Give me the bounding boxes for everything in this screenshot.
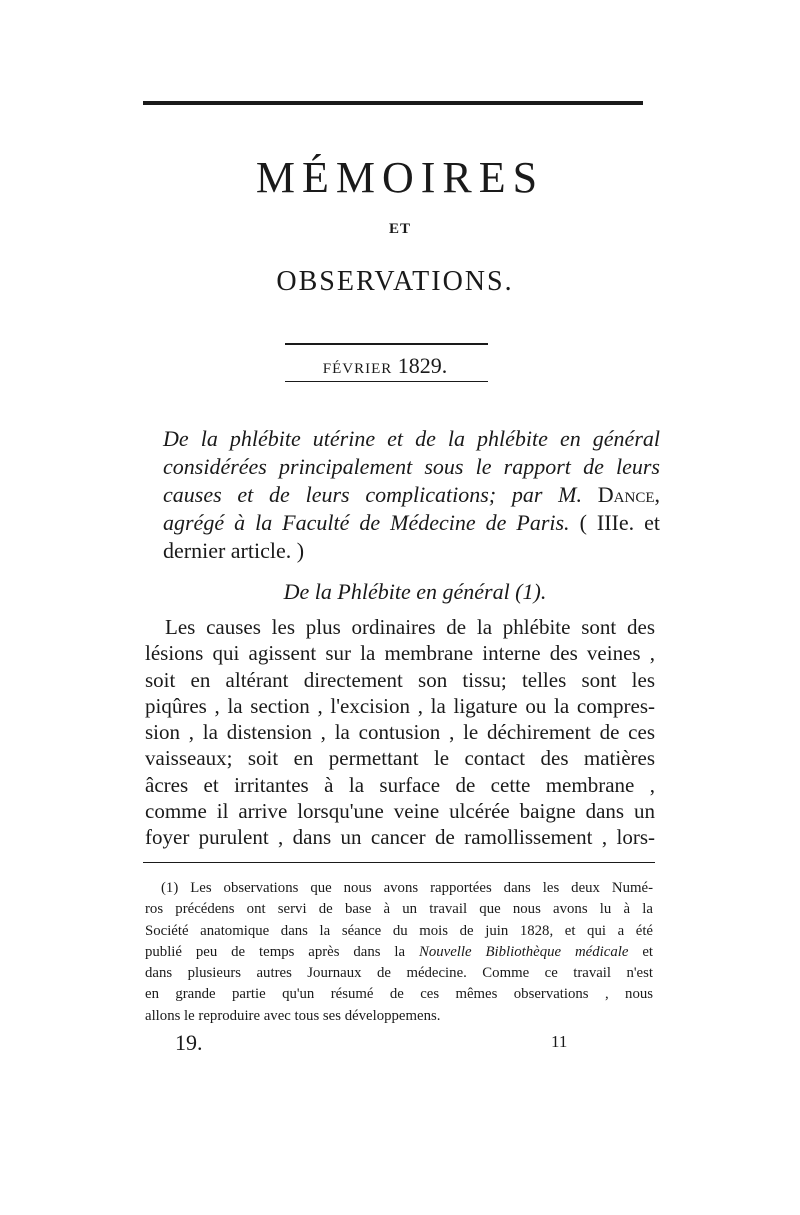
article-heading: [145, 425, 660, 565]
body-line: Les causes les plus ordinaires de la phlébite sont des: [165, 615, 655, 639]
heading-line: De la phlébite utérine et de la phlébite en général: [163, 426, 660, 451]
page-title: MÉMOIRES: [255, 153, 545, 202]
footnote: [145, 878, 653, 1027]
issue-date: [0, 352, 770, 383]
heading-line: considérées principalement sous le rapport de leurs: [163, 454, 660, 479]
section-title: De la Phlébite en général (1).: [283, 579, 547, 604]
heading-line: dernier article. ): [163, 538, 305, 563]
footnote-line: Société anatomique dans la séance du mois de juin 1828, et qui a été: [145, 922, 653, 939]
body-paragraph: [145, 614, 655, 851]
date-rule-bottom: [285, 381, 488, 382]
body-line: soit en altérant directement son tissu; telles sont les: [145, 667, 655, 692]
footnote-line: dans plusieurs autres Journaux de médecine. Comme ce travail n'est: [145, 965, 653, 982]
heading-line: causes et de leurs complications; par M.: [163, 482, 583, 507]
body-line: lésions qui agissent sur la membrane interne des veines ,: [145, 641, 655, 666]
heading-line-with-part: [145, 509, 660, 537]
body-line: âcres et irritantes à la surface de cette membrane ,: [145, 772, 655, 797]
journal-tail: et: [642, 943, 653, 960]
journal-name: Nouvelle Bibliothèque médicale: [418, 943, 629, 960]
issue-month: FÉVRIER: [322, 361, 393, 377]
issue-year: 1829.: [397, 353, 448, 378]
author-name: Dance,: [597, 482, 661, 507]
signature-mark-left: 19.: [175, 1030, 203, 1055]
footnote-line: en grande partie qu'un résumé de ces mêmes observations , nous: [145, 986, 653, 1003]
page-subtitle: OBSERVATIONS.: [276, 266, 514, 297]
heading-line-with-author: [145, 481, 660, 509]
body-line: comme il arrive lorsqu'une veine ulcérée baigne dans un: [145, 799, 655, 824]
footnote-line: (1) Les observations que nous avons rapportées dans les deux Numé-: [161, 880, 653, 896]
body-line: sion , la distension , la contusion , le déchirement de ces: [145, 720, 655, 745]
body-line: vaisseaux; soit en permettant le contact des matières: [145, 746, 655, 771]
top-double-rule: [143, 101, 643, 105]
footnote-line: publié peu de temps après dans la: [145, 943, 406, 960]
footnote-line: ros précédens ont servi de base à un travail que nous avons lu à la: [145, 901, 653, 918]
footnote-rule: [143, 862, 655, 863]
date-rule-top: [285, 343, 488, 345]
article-part: ( IIIe. et: [579, 510, 660, 535]
signature-mark-right: 11: [551, 1032, 568, 1051]
heading-line: agrégé à la Faculté de Médecine de Paris.: [163, 510, 570, 535]
footnote-line: allons le reproduire avec tous ses développemens.: [145, 1007, 441, 1024]
footnote-line-with-journal: [145, 942, 653, 963]
title-conjunction: ET: [388, 221, 411, 237]
body-line: piqûres , la section , l'excision , la ligature ou la compres-: [145, 693, 655, 718]
body-line: foyer purulent , dans un cancer de ramollissement , lors-: [145, 825, 655, 850]
